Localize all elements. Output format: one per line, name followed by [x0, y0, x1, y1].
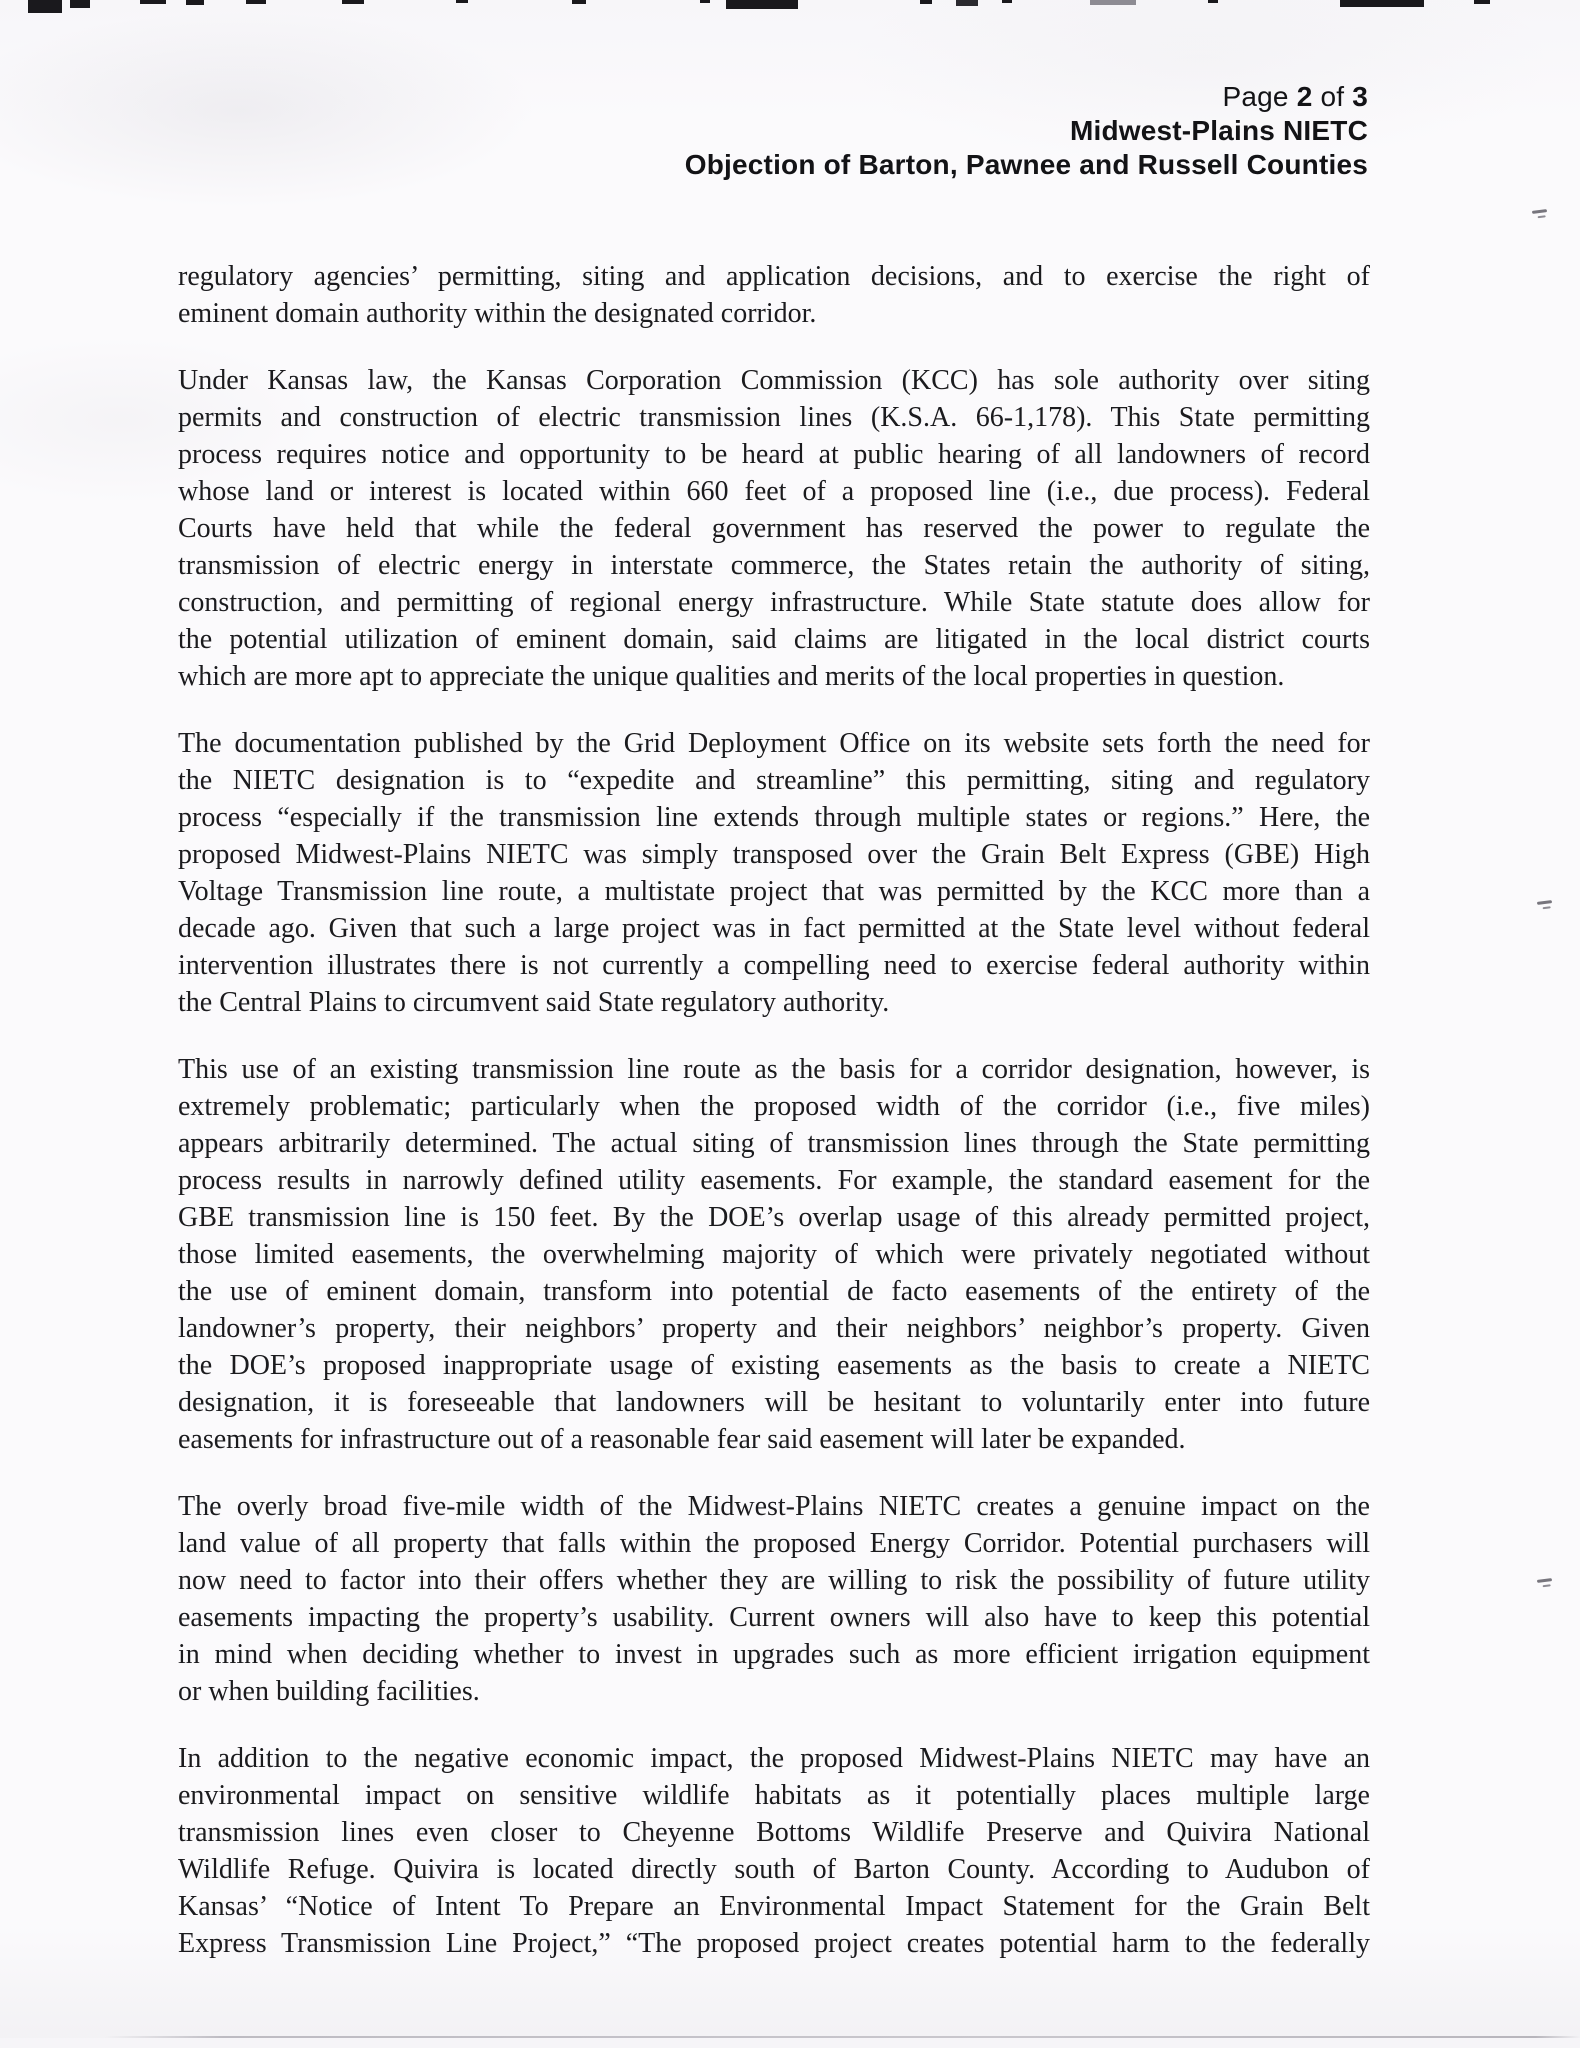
text-line: or when building facilities.	[178, 1676, 480, 1707]
scan-artifact	[246, 0, 266, 4]
text-line: land value of all property that falls within the proposed Energy Corridor. Potential purchasers will	[178, 1528, 1370, 1559]
text-line: permits and construction of electric transmission lines (K.S.A. 66-1,178). This State permitting	[178, 402, 1370, 433]
text-line: easements for infrastructure out of a reasonable fear said easement will later be expanded.	[178, 1424, 1186, 1455]
page-header	[685, 80, 1368, 182]
pencil-mark	[1537, 1578, 1552, 1583]
scan-artifact	[70, 0, 90, 8]
paragraph	[178, 725, 1370, 1021]
text-line: which are more apt to appreciate the unique qualities and merits of the local properties in question.	[178, 661, 1285, 692]
paragraph	[178, 258, 1370, 332]
text-line: The documentation published by the Grid Deployment Office on its website sets forth the need for	[178, 728, 1370, 759]
text-line: The overly broad five-mile width of the Midwest-Plains NIETC creates a genuine impact on the	[178, 1491, 1370, 1522]
page-number	[685, 80, 1368, 114]
scan-artifact	[456, 0, 468, 3]
scan-artifact	[1002, 0, 1012, 3]
paragraph	[178, 1051, 1370, 1458]
text-line: whose land or interest is located within 660 feet of a proposed line (i.e., due process). Federal	[178, 476, 1370, 507]
text-line: In addition to the negative economic impact, the proposed Midwest-Plains NIETC may have an	[178, 1743, 1370, 1774]
text-line: process requires notice and opportunity to be heard at public hearing of all landowners of record	[178, 439, 1370, 470]
scan-artifact	[186, 0, 204, 5]
scan-artifact	[342, 0, 364, 4]
text-line: Voltage Transmission line route, a multistate project that was permitted by the KCC more than a	[178, 876, 1370, 907]
text-line: Courts have held that while the federal government has reserved the power to regulate the	[178, 513, 1370, 544]
text-line: Express Transmission Line Project,” “The proposed project creates potential harm to the federally	[178, 1928, 1370, 1959]
text-line: extremely problematic; particularly when the proposed width of the corridor (i.e., five miles)	[178, 1091, 1370, 1122]
scan-artifact	[1340, 0, 1424, 7]
text-line: those limited easements, the overwhelming majority of which were privately negotiated without	[178, 1239, 1370, 1270]
text-line: transmission of electric energy in interstate commerce, the States retain the authority of siting,	[178, 550, 1370, 581]
scan-artifact	[700, 0, 710, 3]
text-line: regulatory agencies’ permitting, siting and application decisions, and to exercise the right of	[178, 261, 1370, 292]
text-line: Wildlife Refuge. Quivira is located directly south of Barton County. According to Audubon of	[178, 1854, 1370, 1885]
scan-artifact	[140, 0, 166, 4]
text-line: intervention illustrates there is not currently a compelling need to exercise federal authority within	[178, 950, 1370, 981]
text-line: process “especially if the transmission line extends through multiple states or regions.” Here, the	[178, 802, 1370, 833]
document-subtitle: Objection of Barton, Pawnee and Russell Counties	[684, 149, 1368, 180]
text-line: designation, it is foreseeable that landowners will be hesitant to voluntarily enter into future	[178, 1387, 1370, 1418]
text-line: environmental impact on sensitive wildlife habitats as it potentially places multiple large	[178, 1780, 1370, 1811]
paragraph	[178, 362, 1370, 695]
of-word: of	[1320, 81, 1345, 112]
text-line: decade ago. Given that such a large project was in fact permitted at the State level without federal	[178, 913, 1370, 944]
paragraph	[178, 1488, 1370, 1710]
text-line: the Central Plains to circumvent said State regulatory authority.	[178, 987, 890, 1018]
text-line: the potential utilization of eminent domain, said claims are litigated in the local district courts	[178, 624, 1370, 655]
scan-bottom-paper	[0, 2038, 1580, 2048]
text-line: GBE transmission line is 150 feet. By the DOE’s overlap usage of this already permitted project,	[178, 1202, 1370, 1233]
text-line: transmission lines even closer to Cheyenne Bottoms Wildlife Preserve and Quivira National	[178, 1817, 1370, 1848]
pencil-mark	[1537, 900, 1552, 905]
page-word: Page	[1222, 81, 1289, 112]
text-line: the NIETC designation is to “expedite and streamline” this permitting, siting and regulatory	[178, 765, 1370, 796]
document-body	[178, 258, 1370, 1992]
text-line: process results in narrowly defined utility easements. For example, the standard easement for the	[178, 1165, 1370, 1196]
page-total-value: 3	[1352, 81, 1368, 112]
scan-artifact	[1090, 0, 1136, 5]
pencil-mark	[1532, 209, 1547, 214]
text-line: Under Kansas law, the Kansas Corporation Commission (KCC) has sole authority over siting	[178, 365, 1370, 396]
text-line: easements impacting the property’s usability. Current owners will also have to keep this potential	[178, 1602, 1370, 1633]
text-line: appears arbitrarily determined. The actual siting of transmission lines through the State permitting	[178, 1128, 1370, 1159]
text-line: the use of eminent domain, transform into potential de facto easements of the entirety of the	[178, 1276, 1370, 1307]
document-title: Midwest-Plains NIETC	[1069, 115, 1368, 146]
scan-artifact	[1474, 0, 1490, 4]
text-line: now need to factor into their offers whether they are willing to risk the possibility of future utility	[178, 1565, 1370, 1596]
text-line: in mind when deciding whether to invest in upgrades such as more efficient irrigation equipment	[178, 1639, 1370, 1670]
text-line: the DOE’s proposed inappropriate usage of existing easements as the basis to create a NIETC	[178, 1350, 1370, 1381]
page-number-value: 2	[1296, 81, 1313, 112]
text-line: This use of an existing transmission line route as the basis for a corridor designation, however, is	[178, 1054, 1370, 1085]
scan-artifact	[726, 0, 798, 9]
text-line: construction, and permitting of regional energy infrastructure. While State statute does allow for	[178, 587, 1370, 618]
paragraph	[178, 1740, 1370, 1962]
text-line: eminent domain authority within the designated corridor.	[178, 298, 817, 329]
scan-artifact	[920, 0, 932, 4]
scan-artifact	[956, 0, 978, 6]
scan-artifact	[28, 0, 62, 13]
text-line: Kansas’ “Notice of Intent To Prepare an Environmental Impact Statement for the Grain Belt	[178, 1891, 1370, 1922]
text-line: proposed Midwest-Plains NIETC was simply transposed over the Grain Belt Express (GBE) High	[178, 839, 1370, 870]
text-line: landowner’s property, their neighbors’ property and their neighbors’ neighbor’s property. Given	[178, 1313, 1370, 1344]
scan-artifact	[1208, 0, 1218, 3]
scan-artifact	[572, 0, 586, 4]
